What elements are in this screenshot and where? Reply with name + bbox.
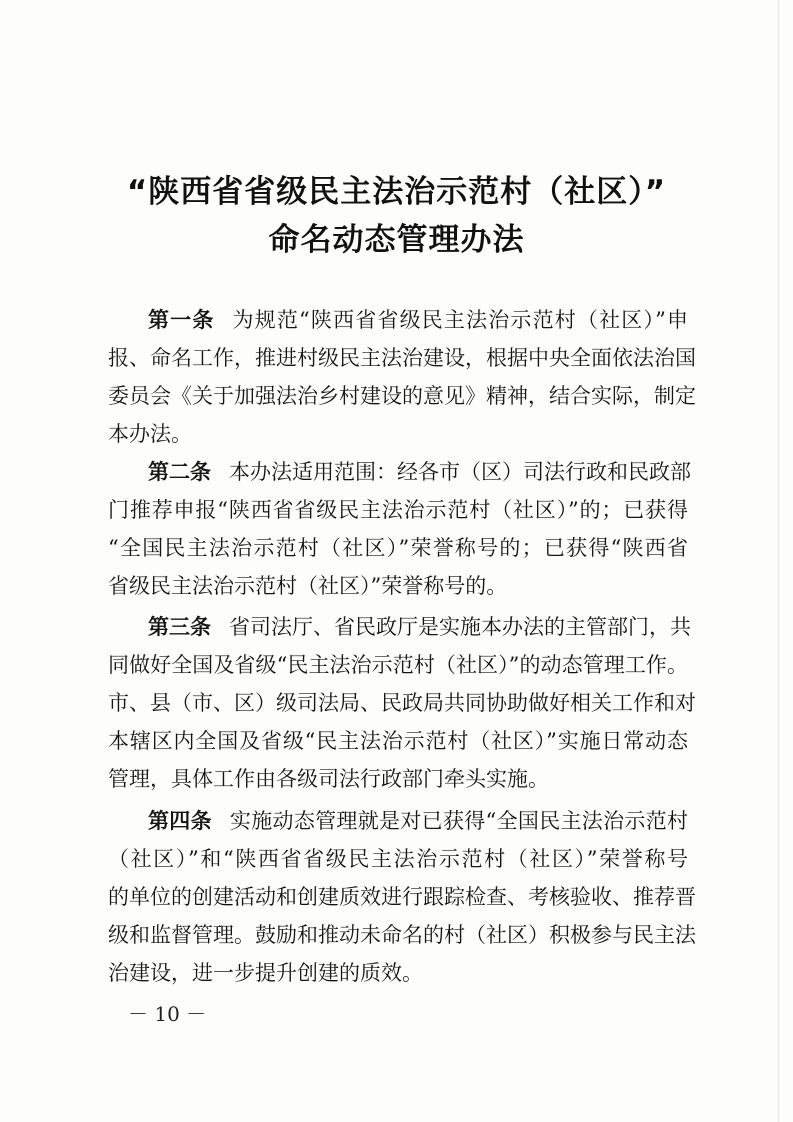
article-1-line-3: 委员会《关于加强法治乡村建设的意见》精神，结合实际，制定 <box>108 384 696 408</box>
article-3-line-4: 本辖区内全国及省级“民主法治示范村（社区）”实施日常动态 <box>108 729 688 753</box>
article-1-label: 第一条 <box>148 308 215 332</box>
page-number: － 10 － <box>128 1002 207 1026</box>
article-4-line-3: 的单位的创建活动和创建质效进行跟踪检查、考核验收、推荐晋 <box>108 885 696 909</box>
article-2-label: 第二条 <box>148 460 211 484</box>
article-2-line-1 <box>148 456 691 486</box>
article-2-line-3: “全国民主法治示范村（社区）”荣誉称号的；已获得“陕西省 <box>108 536 688 560</box>
article-2-text-1: 本办法适用范围：经各市（区）司法行政和民政部 <box>229 460 691 484</box>
article-4-text-1: 实施动态管理就是对已获得“全国民主法治示范村 <box>229 809 689 833</box>
article-3-label: 第三条 <box>148 615 211 639</box>
article-3-text-1: 省司法厅、省民政厅是实施本办法的主管部门，共 <box>229 615 691 639</box>
article-4-line-4: 级和监督管理。鼓励和推动未命名的村（社区）积极参与民主法 <box>108 923 696 947</box>
article-3-line-3: 市、县（市、区）级司法局、民政局共同协助做好相关工作和对 <box>108 691 696 715</box>
article-4-line-2: （社区）”和“陕西省省级民主法治示范村（社区）”荣誉称号 <box>108 847 688 871</box>
article-2-line-2: 门推荐申报“陕西省省级民主法治示范村（社区）”的；已获得 <box>108 498 688 522</box>
article-3-line-5: 管理，具体工作由各级司法行政部门牵头实施。 <box>108 767 549 791</box>
article-1-line-4: 本办法。 <box>108 422 192 446</box>
article-3-line-1 <box>148 611 691 641</box>
article-4-line-5: 治建设，进一步提升创建的质效。 <box>108 961 423 985</box>
article-1-text-1: 为规范“陕西省省级民主法治示范村（社区）”申 <box>232 308 688 332</box>
article-1-line-2: 报、命名工作，推进村级民主法治建设，根据中央全面依法治国 <box>108 346 696 370</box>
document-title-line-2: 命名动态管理办法 <box>268 222 525 258</box>
article-1-line-1 <box>148 304 688 334</box>
document-title-line-1: “陕西省省级民主法治示范村（社区）” <box>126 174 667 210</box>
article-2-line-4: 省级民主法治示范村（社区）”荣誉称号的。 <box>108 574 508 598</box>
article-4-label: 第四条 <box>148 809 212 833</box>
article-3-line-2: 同做好全国及省级“民主法治示范村（社区）”的动态管理工作。 <box>108 653 688 677</box>
article-4-line-1 <box>148 805 688 835</box>
